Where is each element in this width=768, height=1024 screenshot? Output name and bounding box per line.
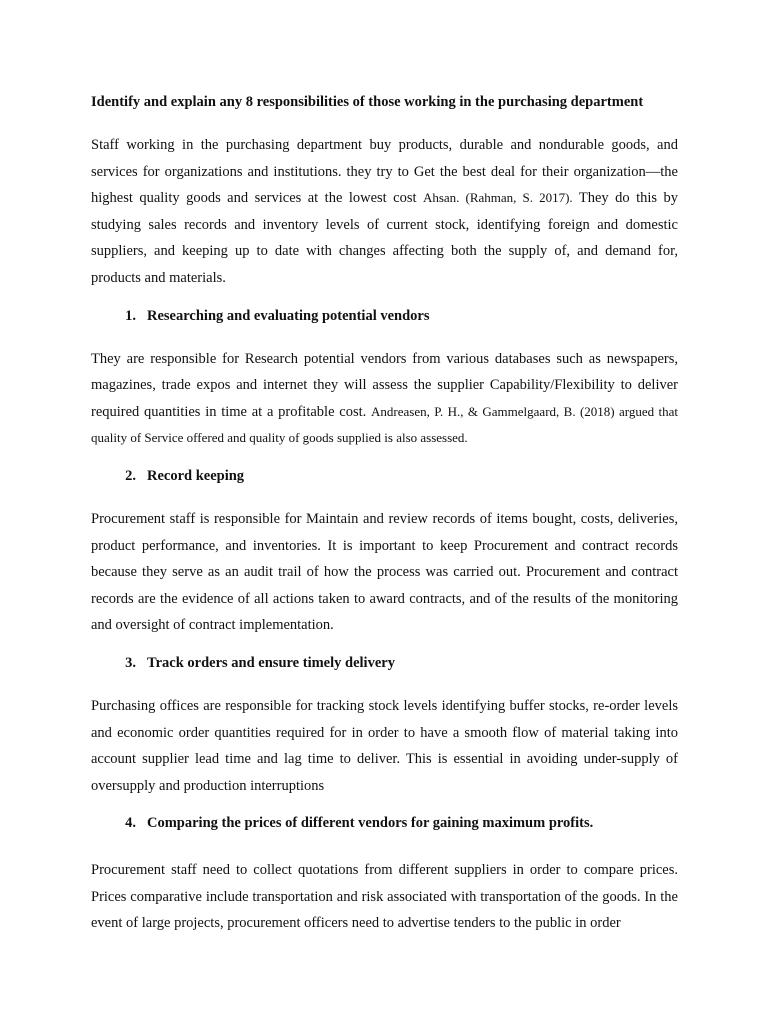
- section-number-1: 1.: [125, 307, 136, 324]
- section-number-2: 2.: [125, 467, 136, 484]
- section-number-4: 4.: [125, 815, 136, 832]
- section-heading-4: [91, 813, 678, 833]
- document-title: Identify and explain any 8 responsibilities of those working in the purchasing department: [91, 94, 644, 110]
- section-body-3: Purchasing offices are responsible for tracking stock levels identifying buffer stocks, re-order levels and economic order quantities required for in order to have a smooth flow of material taking into account supplier lead time and lag time to deliver. This is essential in avoiding under-supply of oversupply and production interruptions: [91, 697, 678, 794]
- section-title-2: Record keeping: [147, 467, 245, 484]
- document-page: [91, 92, 678, 937]
- section-title-1: Researching and evaluating potential vendors: [147, 307, 430, 324]
- section-title-3: Track orders and ensure timely delivery: [147, 654, 395, 671]
- section-body-1: [91, 346, 678, 452]
- section-body-1-citation: Andreasen, P. H., & Gammelgaard, B. (2018) argued that quality of Service offered and quality of goods supplied is also assessed.: [91, 403, 679, 446]
- section-number-3: 3.: [125, 654, 136, 671]
- section-heading-2: [91, 466, 678, 486]
- section-heading-1: [91, 306, 678, 326]
- intro-text-part1: Staff working in the purchasing department buy products, durable and nondurable goods, and services for organizations and institutions. they try to Get the best deal for their organization—the highest quality goods and services at the lowest cost: [91, 137, 678, 207]
- section-body-1-text: They are responsible for Research potential vendors from various databases such as newspapers, magazines, trade expos and internet they will assess the supplier Capability/Flexibility to deliver required quantities in time at a profitable cost.: [91, 350, 678, 420]
- intro-paragraph: [91, 132, 678, 292]
- intro-text-part2: They do this by studying sales records and inventory levels of current stock, identifying foreign and domestic suppliers, and keeping up to date with changes affecting both the supply of, and demand for, products and materials.: [91, 190, 678, 286]
- section-body-4: Procurement staff need to collect quotations from different suppliers in order to compare prices. Prices comparative include transportation and risk associated with transportation of the goods. In the event of large projects, procurement officers need to advertise tenders to the public in order: [91, 862, 678, 932]
- section-body-2: Procurement staff is responsible for Maintain and review records of items bought, costs, deliveries, product performance, and inventories. It is important to keep Procurement and contract records because they serve as an audit trail of how the process was carried out. Procurement and contract records are the evidence of all actions taken to award contracts, and of the results of the monitoring and oversight of contract implementation.: [91, 510, 678, 634]
- section-heading-3: [91, 653, 678, 673]
- intro-citation: Ahsan. (Rahman, S. 2017).: [422, 190, 573, 206]
- section-title-4: Comparing the prices of different vendors for gaining maximum profits.: [147, 815, 594, 832]
